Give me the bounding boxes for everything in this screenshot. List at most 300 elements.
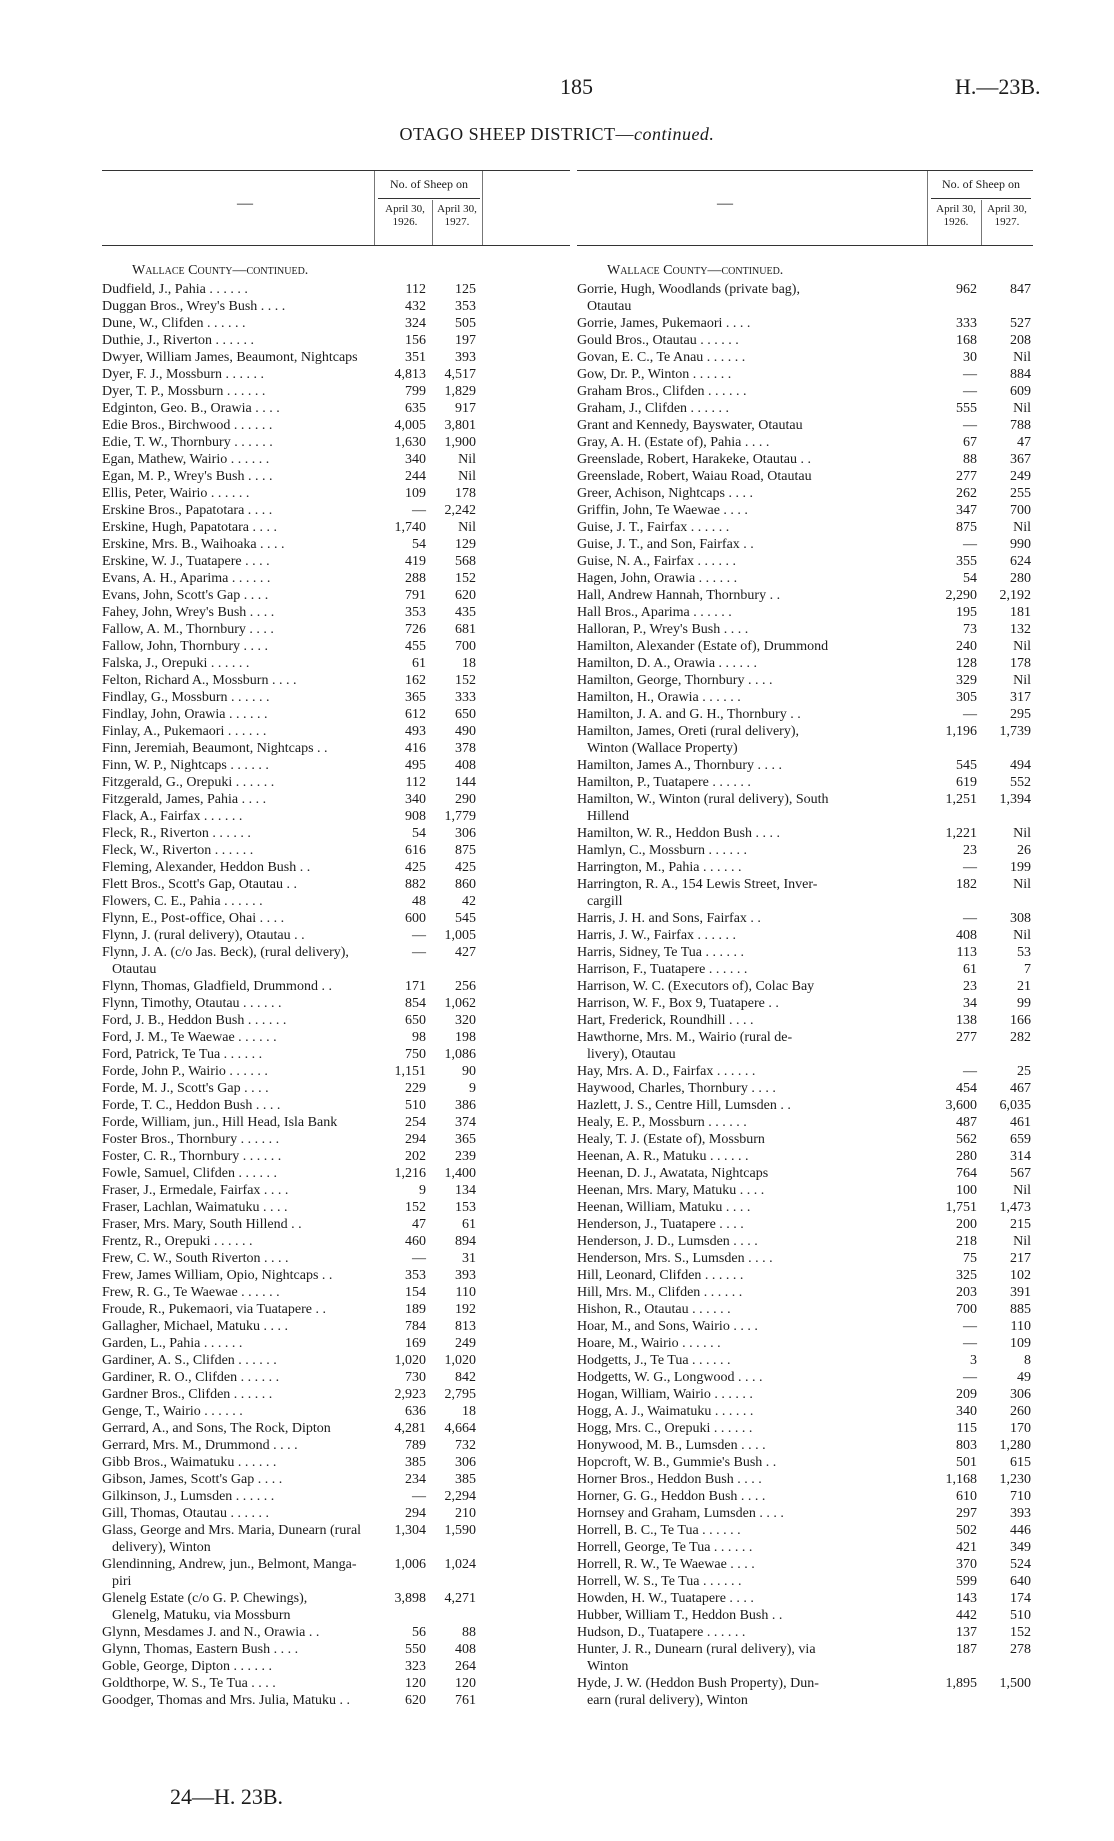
sheep-1926: 882 [405, 877, 426, 892]
sheep-1927: 385 [455, 1472, 476, 1487]
table-row [577, 1284, 1033, 1301]
sheep-1926: 88 [963, 452, 977, 467]
owner-name: Fleming, Alexander, Heddon Bush . . [102, 860, 311, 875]
table-row [577, 808, 1033, 825]
sheep-1926: 277 [956, 1030, 977, 1045]
owner-name: Edie Bros., Birchwood . . . . . . [102, 418, 273, 433]
owner-name: Dwyer, William James, Beaumont, Nightcaps [102, 350, 358, 365]
owner-name: Hamilton, W. R., Heddon Bush . . . . [577, 826, 781, 841]
sheep-1926: 370 [956, 1557, 977, 1572]
sheep-1926: 599 [956, 1574, 977, 1589]
owner-name: Hodgetts, W. G., Longwood . . . . [577, 1370, 763, 1385]
sheep-1926: 495 [405, 758, 426, 773]
sheep-1927: 181 [1010, 605, 1031, 620]
sheep-1927: 650 [455, 707, 476, 722]
sheep-1926: 112 [405, 775, 426, 790]
sheep-1926: 171 [405, 979, 426, 994]
sheep-1926: 229 [405, 1081, 426, 1096]
sheep-1926: — [963, 418, 977, 433]
sheep-1926: — [412, 1251, 426, 1266]
sheep-1926: 455 [405, 639, 426, 654]
sheep-1927: 391 [1010, 1285, 1031, 1300]
owner-name: Fraser, J., Ermedale, Fairfax . . . . [102, 1183, 289, 1198]
sheep-1927: 295 [1010, 707, 1031, 722]
sheep-1926: 54 [412, 826, 426, 841]
sheep-1926: 189 [405, 1302, 426, 1317]
sheep-1927: 333 [455, 690, 476, 705]
sheep-1926: 30 [963, 350, 977, 365]
table-row [102, 1352, 570, 1369]
table-row [577, 927, 1033, 944]
table-row [577, 1471, 1033, 1488]
sheep-1927: 102 [1010, 1268, 1031, 1283]
sheep-1927: 249 [1010, 469, 1031, 484]
sheep-1927: 26 [1017, 843, 1031, 858]
owner-name: Horrell, R. W., Te Waewae . . . . [577, 1557, 755, 1572]
owner-name: Finlay, A., Pukemaori . . . . . . [102, 724, 267, 739]
owner-name: Griffin, John, Te Waewae . . . . [577, 503, 748, 518]
table-row [577, 604, 1033, 621]
sheep-1926: 56 [412, 1625, 426, 1640]
table-row [102, 519, 570, 536]
table-row [102, 910, 570, 927]
owner-name: Evans, A. H., Aparima . . . . . . [102, 571, 271, 586]
section-heading: Wallace County—continued. [607, 263, 784, 278]
sheep-1927: 170 [1010, 1421, 1031, 1436]
sheep-1927: 314 [1010, 1149, 1031, 1164]
table-row [577, 1063, 1033, 1080]
sheep-1926: 4,281 [394, 1421, 426, 1436]
sheep-1927: 152 [455, 571, 476, 586]
table-row [102, 1250, 570, 1267]
sheep-1926: 351 [405, 350, 426, 365]
table-row [102, 1369, 570, 1386]
sheep-1926: — [412, 503, 426, 518]
owner-name: Finn, Jeremiah, Beaumont, Nightcaps . . [102, 741, 328, 756]
table-row [577, 655, 1033, 672]
owner-name: Hart, Frederick, Roundhill . . . . [577, 1013, 754, 1028]
table-row [102, 1114, 570, 1131]
owner-name: Otautau [112, 962, 157, 977]
owner-name: Heenan, A. R., Matuku . . . . . . [577, 1149, 749, 1164]
sheep-1926: 218 [956, 1234, 977, 1249]
table-row [102, 332, 570, 349]
owner-name: Genge, T., Wairio . . . . . . [102, 1404, 243, 1419]
sheep-1926: 294 [405, 1506, 426, 1521]
year1-header: April 30, 1926. [936, 203, 976, 228]
table-row [102, 1522, 570, 1539]
sheep-1926: 128 [956, 656, 977, 671]
table-row [102, 366, 570, 383]
sheep-1926: 612 [405, 707, 426, 722]
table-row [102, 1386, 570, 1403]
table-row [102, 944, 570, 961]
sheep-1926: 764 [956, 1166, 977, 1181]
sheep-1927: 174 [1010, 1591, 1031, 1606]
sheep-1927: Nil [1013, 673, 1031, 688]
owner-name: Fitzgerald, G., Orepuki . . . . . . [102, 775, 275, 790]
sheep-1927: Nil [1013, 928, 1031, 943]
owner-name: Howden, H. W., Tuatapere . . . . [577, 1591, 754, 1606]
name-column-dash: — [717, 195, 733, 212]
sheep-1926: 288 [405, 571, 426, 586]
table-row [102, 689, 570, 706]
owner-name: Grant and Kennedy, Bayswater, Otautau [577, 418, 803, 433]
table-row [577, 1131, 1033, 1148]
owner-name: Hornsey and Graham, Lumsden . . . . [577, 1506, 784, 1521]
sheep-1927: 681 [455, 622, 476, 637]
sheep-1926: 156 [405, 333, 426, 348]
sheep-1927: 255 [1010, 486, 1031, 501]
owner-name: Forde, T. C., Heddon Bush . . . . [102, 1098, 281, 1113]
sheep-1927: 884 [1010, 367, 1031, 382]
table-row [577, 1573, 1033, 1590]
table-row [577, 519, 1033, 536]
owner-name: piri [112, 1574, 132, 1589]
owner-name: Flett Bros., Scott's Gap, Otautau . . [102, 877, 298, 892]
sheep-1926: 460 [405, 1234, 426, 1249]
table-row [102, 1046, 570, 1063]
owner-name: Greer, Achison, Nightcaps . . . . [577, 486, 753, 501]
sheep-1926: 545 [956, 758, 977, 773]
owner-name: Guise, J. T., Fairfax . . . . . . [577, 520, 730, 535]
sheep-1927: 510 [1010, 1608, 1031, 1623]
table-row [102, 638, 570, 655]
sheep-1926: 353 [405, 1268, 426, 1283]
sheep-1927: 4,271 [444, 1591, 476, 1606]
table-row [577, 1539, 1033, 1556]
table-row [102, 1556, 570, 1573]
owner-name: Duggan Bros., Wrey's Bush . . . . [102, 299, 286, 314]
sheep-1926: 650 [405, 1013, 426, 1028]
owner-name: Erskine, W. J., Tuatapere . . . . [102, 554, 270, 569]
sheep-1927: 21 [1017, 979, 1031, 994]
owner-name: Evans, John, Scott's Gap . . . . [102, 588, 269, 603]
sheep-1926: 325 [956, 1268, 977, 1283]
sheep-1927: 53 [1017, 945, 1031, 960]
sheep-1927: 178 [1010, 656, 1031, 671]
sheep-1926: 425 [405, 860, 426, 875]
table-row [102, 349, 570, 366]
sheep-1927: 894 [455, 1234, 476, 1249]
table-row [102, 1267, 570, 1284]
sheep-1927: 2,242 [444, 503, 476, 518]
sheep-1927: 290 [455, 792, 476, 807]
sheep-1926: 115 [956, 1421, 977, 1436]
owner-name: Felton, Richard A., Mossburn . . . . [102, 673, 297, 688]
sheep-1926: 1,630 [394, 435, 426, 450]
table-row [577, 1624, 1033, 1641]
sheep-1927: 615 [1010, 1455, 1031, 1470]
sheep-1927: 788 [1010, 418, 1031, 433]
sheep-1927: 282 [1010, 1030, 1031, 1045]
table-row [577, 1233, 1033, 1250]
sheep-1927: 256 [455, 979, 476, 994]
table-row [577, 349, 1033, 366]
table-row [577, 621, 1033, 638]
table-row [102, 1233, 570, 1250]
owner-name: Gerrard, Mrs. M., Drummond . . . . [102, 1438, 298, 1453]
sheep-1926: 502 [956, 1523, 977, 1538]
sheep-1926: 254 [405, 1115, 426, 1130]
sheep-1927: 1,900 [444, 435, 476, 450]
owner-name: Dune, W., Clifden . . . . . . [102, 316, 246, 331]
sheep-1927: 367 [1010, 452, 1031, 467]
owner-name: Ford, J. B., Heddon Bush . . . . . . [102, 1013, 287, 1028]
sheep-1927: 2,795 [444, 1387, 476, 1402]
owner-name: Hogan, William, Wairio . . . . . . [577, 1387, 753, 1402]
sheep-1926: 23 [963, 843, 977, 858]
sheep-1927: 90 [462, 1064, 476, 1079]
table-row [577, 400, 1033, 417]
sheep-1926: 619 [956, 775, 977, 790]
table-row [102, 434, 570, 451]
sheep-1926: 3,898 [394, 1591, 426, 1606]
owner-name: Fahey, John, Wrey's Bush . . . . [102, 605, 275, 620]
table-row [102, 723, 570, 740]
sheep-1926: 803 [956, 1438, 977, 1453]
owner-name: Hamilton, W., Winton (rural delivery), South [577, 792, 829, 807]
table-row [577, 893, 1033, 910]
table-row [577, 961, 1033, 978]
sheep-1926: 1,751 [945, 1200, 977, 1215]
sheep-1927: 217 [1010, 1251, 1031, 1266]
table-row [102, 1471, 570, 1488]
table-row [102, 1148, 570, 1165]
sheep-1927: 278 [1010, 1642, 1031, 1657]
table-row [577, 825, 1033, 842]
table-row [577, 281, 1033, 298]
table-row [577, 689, 1033, 706]
owner-name: Flynn, Thomas, Gladfield, Drummond . . [102, 979, 332, 994]
table-row [102, 1675, 570, 1692]
sheep-1927: Nil [1013, 639, 1031, 654]
table-row [577, 298, 1033, 315]
owner-name: Hogg, Mrs. C., Orepuki . . . . . . [577, 1421, 753, 1436]
sheep-1926: 202 [405, 1149, 426, 1164]
sheep-1927: Nil [1013, 1234, 1031, 1249]
sheep-1926: 113 [956, 945, 977, 960]
owner-name: Glenelg Estate (c/o G. P. Chewings), [102, 1591, 308, 1606]
table-row [577, 1318, 1033, 1335]
owner-name: Fraser, Mrs. Mary, South Hillend . . [102, 1217, 302, 1232]
sheep-1926: 234 [405, 1472, 426, 1487]
table-row [577, 1029, 1033, 1046]
owner-name: Hamlyn, C., Mossburn . . . . . . [577, 843, 747, 858]
owner-name: Gilkinson, J., Lumsden . . . . . . [102, 1489, 275, 1504]
table-row [102, 298, 570, 315]
sheep-1926: 61 [963, 962, 977, 977]
sheep-1927: 494 [1010, 758, 1031, 773]
sheep-1927: 215 [1010, 1217, 1031, 1232]
table-row [577, 757, 1033, 774]
sheep-1927: 700 [1010, 503, 1031, 518]
sheep-1926: 610 [956, 1489, 977, 1504]
owner-name: Gerrard, A., and Sons, The Rock, Dipton [102, 1421, 331, 1436]
table-row [102, 502, 570, 519]
table-row [102, 1505, 570, 1522]
sheep-1926: 137 [956, 1625, 977, 1640]
sheep-1926: 799 [405, 384, 426, 399]
owner-name: Hay, Mrs. A. D., Fairfax . . . . . . [577, 1064, 756, 1079]
owner-name: Hall Bros., Aparima . . . . . . [577, 605, 732, 620]
owner-name: Gardiner, R. O., Clifden . . . . . . [102, 1370, 280, 1385]
table-row [577, 1369, 1033, 1386]
sheep-1927: 144 [455, 775, 476, 790]
sheep-1927: 42 [462, 894, 476, 909]
sheep-1926: 324 [405, 316, 426, 331]
table-row [577, 791, 1033, 808]
owner-name: Harrison, W. F., Box 9, Tuatapere . . [577, 996, 779, 1011]
sheep-1926: 244 [405, 469, 426, 484]
sheep-1926: 333 [956, 316, 977, 331]
owner-name: Fraser, Lachlan, Waimatuku . . . . [102, 1200, 288, 1215]
table-row [102, 655, 570, 672]
table-row [102, 1624, 570, 1641]
sheep-1927: 197 [455, 333, 476, 348]
owner-name: Glynn, Thomas, Eastern Bush . . . . [102, 1642, 299, 1657]
sheep-1926: 1,216 [394, 1166, 426, 1181]
sheep-1927: Nil [1013, 1183, 1031, 1198]
table-row [577, 995, 1033, 1012]
sheep-1926: — [963, 911, 977, 926]
sheep-1926: 329 [956, 673, 977, 688]
owner-name: Dyer, F. J., Mossburn . . . . . . [102, 367, 265, 382]
sheep-1926: 432 [405, 299, 426, 314]
owner-name: Harris, J. W., Fairfax . . . . . . [577, 928, 737, 943]
owner-name: Harris, J. H. and Sons, Fairfax . . [577, 911, 761, 926]
owner-name: Henderson, Mrs. S., Lumsden . . . . [577, 1251, 773, 1266]
owner-name: Erskine, Mrs. B., Waihoaka . . . . [102, 537, 285, 552]
table-row [102, 927, 570, 944]
left-column [102, 170, 570, 1709]
table-row [102, 978, 570, 995]
sheep-1927: 435 [455, 605, 476, 620]
sheep-1927: 306 [1010, 1387, 1031, 1402]
sheep-1926: 1,151 [394, 1064, 426, 1079]
name-column-dash: — [237, 195, 253, 212]
table-row [102, 400, 570, 417]
table-row [102, 281, 570, 298]
sheep-1927: 917 [455, 401, 476, 416]
owner-name: Halloran, P., Wrey's Bush . . . . [577, 622, 749, 637]
sheep-1927: Nil [1013, 826, 1031, 841]
owner-name: Hamilton, James A., Thornbury . . . . [577, 758, 783, 773]
sheep-1926: 454 [956, 1081, 977, 1096]
owner-name: Hill, Mrs. M., Clifden . . . . . . [577, 1285, 743, 1300]
owner-name: Fleck, W., Riverton . . . . . . [102, 843, 254, 858]
sheep-1927: 425 [455, 860, 476, 875]
owner-name: Winton (Wallace Property) [587, 741, 738, 756]
sheep-1926: 784 [405, 1319, 426, 1334]
sheep-1926: — [963, 1064, 977, 1079]
sheep-1927: 875 [455, 843, 476, 858]
sheep-1926: 555 [956, 401, 977, 416]
table-row [102, 791, 570, 808]
owner-name: Glass, George and Mrs. Maria, Dunearn (rural [102, 1523, 362, 1538]
sheep-1927: 210 [455, 1506, 476, 1521]
sheep-1927: 125 [455, 282, 476, 297]
sheep-1927: 761 [455, 1693, 476, 1708]
sheep-1926: 75 [963, 1251, 977, 1266]
year2-header: April 30, 1927. [987, 203, 1027, 228]
table-row [577, 366, 1033, 383]
table-row [102, 587, 570, 604]
sheep-1926: 277 [956, 469, 977, 484]
table-row [102, 468, 570, 485]
table-row [102, 1284, 570, 1301]
sheep-1926: 143 [956, 1591, 977, 1606]
sheep-1927: 467 [1010, 1081, 1031, 1096]
owner-name: Flack, A., Fairfax . . . . . . [102, 809, 243, 824]
owner-name: Duthie, J., Riverton . . . . . . [102, 333, 255, 348]
table-row [577, 1386, 1033, 1403]
table-row [102, 961, 570, 978]
sheep-1927: 386 [455, 1098, 476, 1113]
sheep-1927: 1,590 [444, 1523, 476, 1538]
sheep-1926: 908 [405, 809, 426, 824]
table-row [577, 1590, 1033, 1607]
sheep-1927: 847 [1010, 282, 1031, 297]
table-row [102, 1573, 570, 1590]
table-row [577, 1216, 1033, 1233]
owner-name: Heenan, William, Matuku . . . . [577, 1200, 751, 1215]
sheep-1926: 1,006 [394, 1557, 426, 1572]
sheep-1927: 264 [455, 1659, 476, 1674]
table-row [102, 825, 570, 842]
sheep-1927: 239 [455, 1149, 476, 1164]
owner-name: Govan, E. C., Te Anau . . . . . . [577, 350, 746, 365]
sheep-1926: 791 [405, 588, 426, 603]
table-row [577, 1250, 1033, 1267]
sheep-1927: 1,280 [999, 1438, 1031, 1453]
table-row [577, 451, 1033, 468]
sheep-1926: 47 [412, 1217, 426, 1232]
left-column-header [102, 170, 570, 246]
sheep-1927: 393 [1010, 1506, 1031, 1521]
sheep-1926: 789 [405, 1438, 426, 1453]
sheep-1927: 1,230 [999, 1472, 1031, 1487]
sheep-1927: 120 [455, 1676, 476, 1691]
sheep-1927: 609 [1010, 384, 1031, 399]
owner-name: Hoar, M., and Sons, Wairio . . . . [577, 1319, 758, 1334]
table-row [577, 1658, 1033, 1675]
sheep-1926: 162 [405, 673, 426, 688]
table-row [577, 706, 1033, 723]
table-row [577, 315, 1033, 332]
owner-name: Findlay, John, Orawia . . . . . . [102, 707, 268, 722]
year2-header: April 30, 1927. [437, 203, 477, 228]
table-row [102, 1216, 570, 1233]
sheep-1926: 600 [405, 911, 426, 926]
owner-name: Hubber, William T., Heddon Bush . . [577, 1608, 783, 1623]
owner-name: Henderson, J., Tuatapere . . . . [577, 1217, 744, 1232]
sheep-1927: 9 [469, 1081, 476, 1096]
sheep-1926: 562 [956, 1132, 977, 1147]
sheep-1926: 262 [956, 486, 977, 501]
owner-name: Hudson, D., Tuatapere . . . . . . [577, 1625, 746, 1640]
sheep-1926: 2,290 [945, 588, 977, 603]
sheep-1926: 209 [956, 1387, 977, 1402]
sheep-1927: 308 [1010, 911, 1031, 926]
owner-name: Hazlett, J. S., Centre Hill, Lumsden . . [577, 1098, 791, 1113]
owner-name: cargill [587, 894, 623, 909]
table-row [577, 1046, 1033, 1063]
owner-name: Goldthorpe, W. S., Te Tua . . . . [102, 1676, 276, 1691]
sheep-1926: 138 [956, 1013, 977, 1028]
owner-name: Graham, J., Clifden . . . . . . [577, 401, 730, 416]
sheep-1926: — [963, 1370, 977, 1385]
